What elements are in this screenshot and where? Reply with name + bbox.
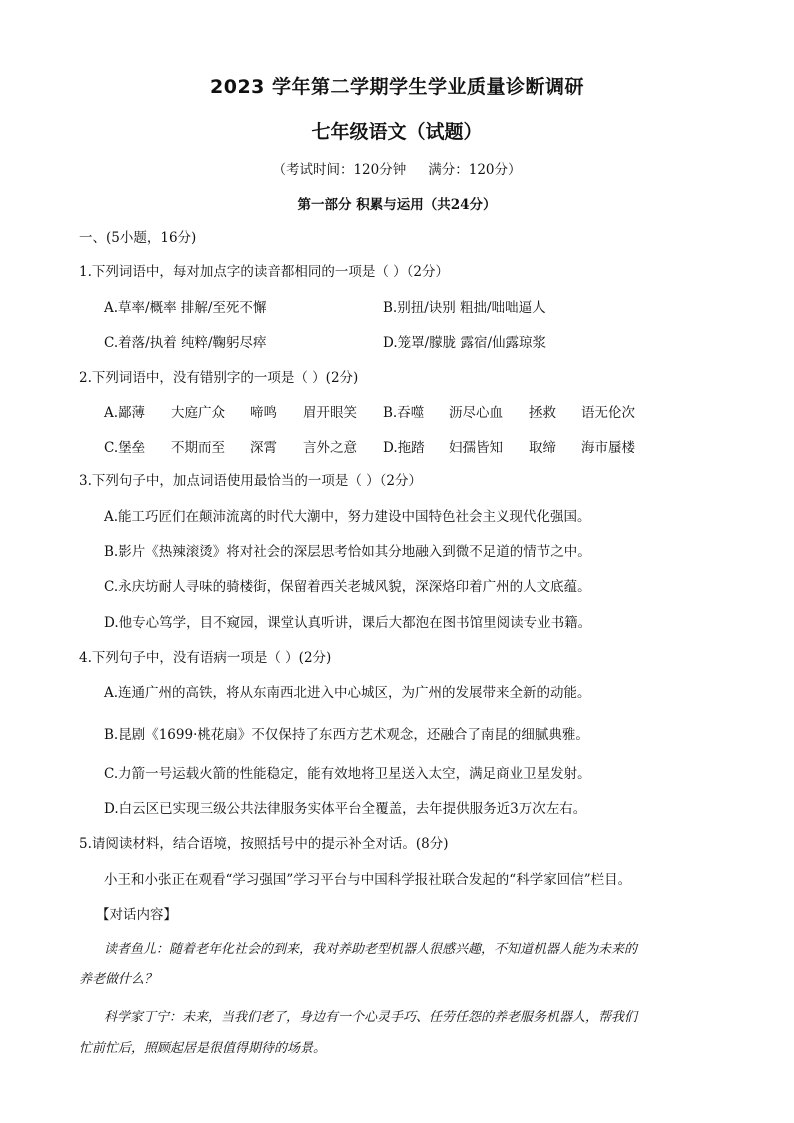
q2-word: 取缔 (529, 440, 556, 456)
dialog-heading: 【对话内容】 (96, 907, 177, 923)
exam-score: 满分：120分） (428, 162, 522, 178)
q4-stem: 4.下列句子中，没有语病一项是（ ）(2分) (79, 650, 332, 666)
q2-word: 不期而至 (171, 440, 225, 456)
q2-word: 妇孺皆知 (449, 440, 503, 456)
q2-word: 拯救 (529, 405, 556, 421)
q2-word: A.鄙薄 (104, 405, 146, 421)
q2-row-2 (0, 439, 794, 459)
q4-option-b: B.昆剧《1699·桃花扇》不仅保持了东西方艺术观念，还融合了南昆的细腻典雅。 (104, 727, 589, 743)
q2-word: 海市蜃楼 (581, 440, 635, 456)
q3-option-c: C.永庆坊耐人寻味的骑楼街，保留着西关老城风貌，深深烙印着广州的人文底蕴。 (104, 579, 591, 595)
q2-stem: 2.下列词语中，没有错别字的一项是（ ）(2分) (79, 370, 359, 386)
q2-word: 眉开眼笑 (303, 405, 357, 421)
q2-row-1 (0, 404, 794, 424)
q2-word: B.吞噬 (383, 405, 425, 421)
section-heading: 一、(5小题，16分) (79, 230, 197, 246)
q2-word: 大庭广众 (171, 405, 225, 421)
q5-stem: 5.请阅读材料，结合语境，按照括号中的提示补全对话。(8分) (79, 836, 449, 852)
q3-option-b: B.影片《热辣滚烫》将对社会的深层思考恰如其分地融入到微不足道的情节之中。 (104, 544, 591, 560)
exam-subtitle: 七年级语文（试题） (311, 121, 483, 143)
q2-word: D.拖踏 (383, 440, 425, 456)
q2-word: 语无伦次 (581, 405, 635, 421)
q1-option-d: D.笼罩/朦胧 露宿/仙露琼浆 (383, 335, 547, 351)
q1-option-b: B.别扭/诀别 粗拙/咄咄逼人 (383, 300, 546, 316)
q1-option-a: A.草率/概率 排解/至死不懈 (104, 300, 267, 316)
q2-word: 言外之意 (303, 440, 357, 456)
q2-word: 深霄 (250, 440, 277, 456)
q1-option-c: C.着落/执着 纯粹/鞠躬尽瘁 (104, 335, 267, 351)
q5-intro: 小王和小张正在观看“学习强国”学习平台与中国科学报社联合发起的“科学家回信”栏目。 (104, 872, 632, 888)
q4-option-c: C.力箭一号运载火箭的性能稳定，能有效地将卫星送入太空，满足商业卫星发射。 (104, 766, 591, 782)
exam-info (0, 158, 794, 178)
q3-stem: 3.下列句子中，加点词语使用最恰当的一项是（ ）（2分） (79, 473, 423, 489)
scientist-line-1: 科学家丁宁：未来，当我们老了，身边有一个心灵手巧、任劳任怨的养老服务机器人，帮我们 (104, 1010, 638, 1025)
scientist-line-2: 忙前忙后，照顾起居是很值得期待的场景。 (79, 1041, 327, 1056)
reader-line-2: 养老做什么？ (79, 972, 158, 987)
q3-option-a: A.能工巧匠们在颠沛流离的时代大潮中，努力建设中国特色社会主义现代化强国。 (104, 509, 591, 525)
q4-option-a: A.连通广州的高铁，将从东南西北进入中心城区，为广州的发展带来全新的动能。 (104, 685, 591, 701)
q4-option-d: D.白云区已实现三级公共法律服务实体平台全覆盖，去年提供服务近3万次左右。 (104, 801, 587, 817)
q1-stem: 1.下列词语中，每对加点字的读音都相同的一项是（ ）（2分） (79, 264, 450, 280)
q2-word: 啼鸣 (250, 405, 277, 421)
q2-word: 沥尽心血 (449, 405, 503, 421)
exam-time: （考试时间：120分钟 (272, 162, 407, 178)
reader-line-1: 读者鱼儿：随着老年化社会的到来，我对养助老型机器人很感兴趣，不知道机器人能为未来的 (104, 942, 638, 957)
exam-title: 2023 学年第二学期学生学业质量诊断调研 (210, 76, 584, 98)
q3-option-d: D.他专心笃学，目不窥园，课堂认真听讲，课后大都泡在图书馆里阅读专业书籍。 (104, 615, 592, 631)
part-title: 第一部分 积累与运用（共24分） (297, 197, 497, 213)
q2-word: C.堡垒 (104, 440, 146, 456)
